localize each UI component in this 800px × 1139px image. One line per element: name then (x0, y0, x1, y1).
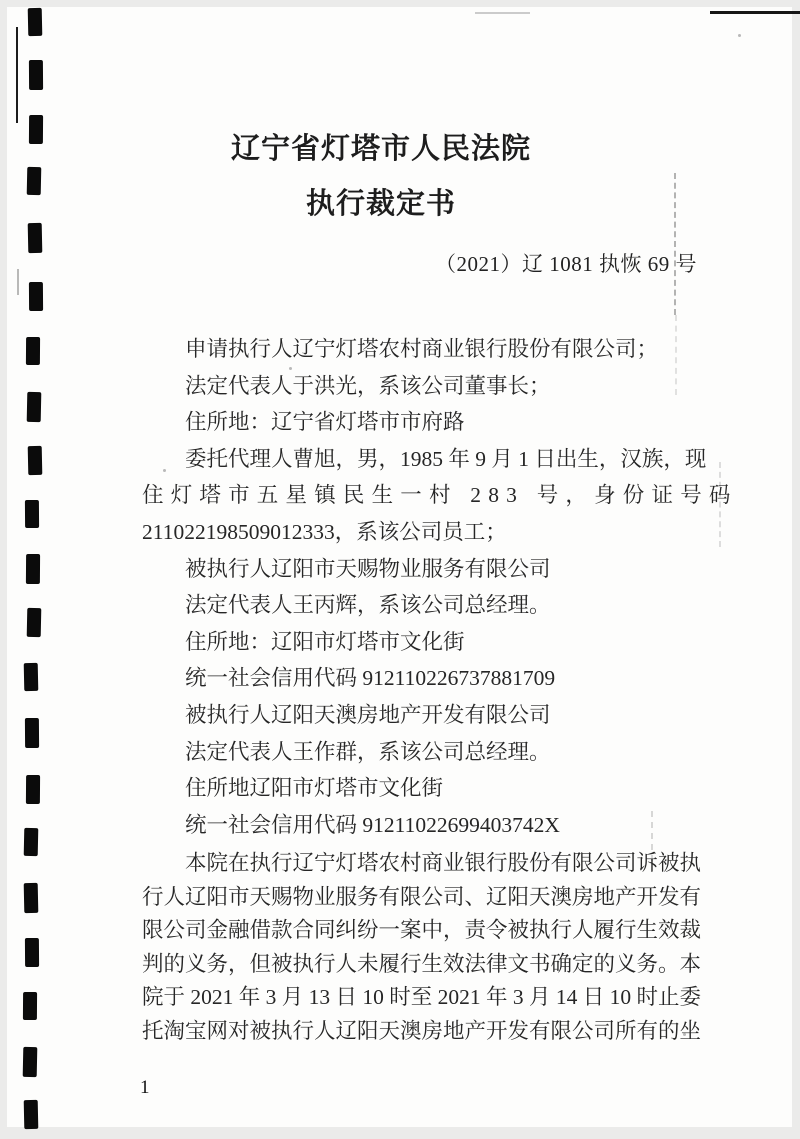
binding-hole (24, 663, 39, 691)
binding-hole (24, 883, 39, 913)
party-line: 被执行人辽阳天澳房地产开发有限公司 (185, 702, 551, 727)
binding-hole (25, 718, 39, 748)
scan-edge-mark (17, 269, 19, 295)
party-line: 住灯塔市五星镇民生一村 283 号，身份证号码 (142, 483, 738, 508)
binding-hole (28, 8, 43, 36)
document-type-title: 执行裁定书 (305, 188, 456, 220)
binding-hole (23, 1047, 38, 1077)
party-info-block (142, 331, 742, 843)
page-number: 1 (140, 1077, 150, 1098)
party-line: 法定代表人王丙辉，系该公司总经理。 (185, 593, 551, 618)
ruling-line: 行人辽阳市天赐物业服务有限公司、辽阳天澳房地产开发有 (142, 884, 702, 909)
party-line: 统一社会信用代码 912110226737881709 (185, 666, 556, 691)
binding-hole (26, 608, 41, 637)
party-line: 住所地：辽阳市灯塔市文化街 (185, 629, 465, 654)
binding-hole (26, 554, 40, 584)
binding-hole (28, 282, 42, 311)
court-name-title: 辽宁省灯塔市人民法院 (230, 133, 531, 165)
ruling-line: 本院在执行辽宁灯塔农村商业银行股份有限公司诉被执 (185, 851, 702, 875)
party-line: 211022198509012333，系该公司员工； (142, 519, 507, 544)
document-page (7, 7, 792, 1127)
binding-hole (22, 992, 36, 1020)
binding-hole (26, 775, 40, 804)
ruling-line: 判的义务，但被执行人未履行生效法律文书确定的义务。本 (142, 951, 702, 976)
ruling-line: 限公司金融借款合同纠纷一案中，责令被执行人履行生效裁 (142, 918, 702, 943)
binding-hole (29, 60, 43, 90)
scan-edge-line (16, 27, 18, 123)
ruling-line: 托淘宝网对被执行人辽阳天澳房地产开发有限公司所有的坐 (142, 1018, 702, 1043)
ruling-line: 院于 2021 年 3 月 13 日 10 时至 2021 年 3 月 14 日 10 时止委 (142, 985, 702, 1010)
party-line: 住所地：辽宁省灯塔市市府路 (185, 410, 465, 435)
fold-crease-line (674, 173, 676, 315)
party-line: 法定代表人于洪光，系该公司董事长； (185, 373, 551, 398)
party-line: 申请执行人辽宁灯塔农村商业银行股份有限公司； (185, 337, 659, 361)
party-line: 统一社会信用代码 91211022699403742X (185, 812, 560, 837)
ruling-paragraph (142, 847, 742, 1049)
scan-top-mark (475, 12, 530, 14)
binding-hole (29, 115, 43, 144)
party-line: 法定代表人王作群，系该公司总经理。 (185, 739, 551, 764)
binding-hole (27, 392, 42, 422)
scan-speck (738, 34, 741, 37)
binding-hole (27, 167, 42, 195)
scan-top-line (710, 11, 800, 14)
binding-hole (23, 828, 38, 856)
case-number: （2021）辽 1081 执恢 69 号 (435, 252, 697, 276)
party-line: 委托代理人曹旭，男，1985 年 9 月 1 日出生，汉族，现 (185, 446, 707, 471)
binding-hole (25, 500, 39, 528)
binding-hole (26, 337, 40, 365)
binding-hole (27, 446, 42, 475)
binding-hole (27, 223, 42, 253)
binding-hole (24, 1100, 39, 1129)
party-line: 被执行人辽阳市天赐物业服务有限公司 (185, 556, 551, 581)
party-line: 住所地辽阳市灯塔市文化街 (185, 776, 444, 801)
binding-hole (25, 938, 39, 967)
